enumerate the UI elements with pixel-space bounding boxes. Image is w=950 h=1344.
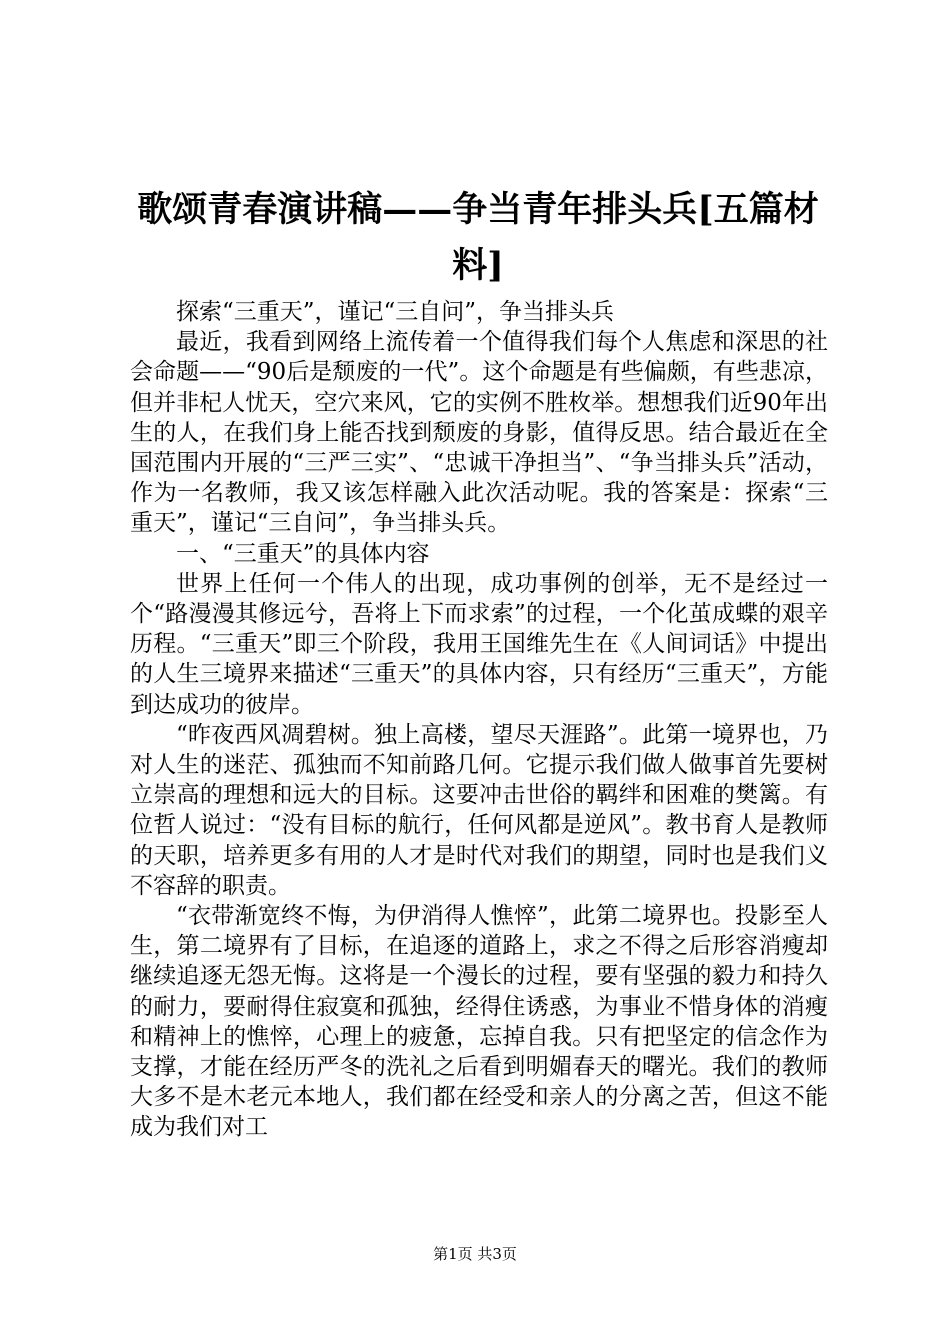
document-body [130,297,828,1143]
document-title: 歌颂青春演讲稿——争当青年排头兵[五篇材料] [137,189,819,286]
page-footer: 第1页 共3页 [433,1245,517,1263]
body-paragraph: 最近，我看到网络上流传着一个值得我们每个人焦虑和深思的社会命题——“90后是颓废的一代”。这个命题是有些偏颇，有些悲凉，但并非杞人忧天，空穴来风，它的实例不胜枚举。想想我们近90年出生的人，在我们身上能否找到颓废的身影，值得反思。结合最近在全国范围内开展的“三严三实”、“忠诚干净担当”、“争当排头兵”活动，作为一名教师，我又该怎样融入此次活动呢。我的答案是：探索“三重天”，谨记“三自问”，争当排头兵。 [130,329,828,537]
body-paragraph: “昨夜西风凋碧树。独上高楼，望尽天涯路”。此第一境界也，乃对人生的迷茫、孤独而不知前路几何。它提示我们做人做事首先要树立崇高的理想和远大的目标。这要冲击世俗的羁绊和困难的樊篱。有位哲人说过：“没有目标的航行，任何风都是逆风”。教书育人是教师的天职，培养更多有用的人才是时代对我们的期望，同时也是我们义不容辞的职责。 [130,721,828,899]
section-heading: 一、“三重天”的具体内容 [176,540,430,567]
body-paragraph: “衣带渐宽终不悔，为伊消得人憔悴”，此第二境界也。投影至人生，第二境界有了目标，在追逐的道路上，求之不得之后形容消瘦却继续追逐无怨无悔。这将是一个漫长的过程，要有坚强的毅力和持久的耐力，要耐得住寂寞和孤独，经得住诱惑，为事业不惜身体的消瘦和精神上的憔悴，心理上的疲惫，忘掉自我。只有把坚定的信念作为支撑，才能在经历严冬的洗礼之后看到明媚春天的曙光。我们的教师大多不是木老元本地人，我们都在经受和亲人的分离之苦，但这不能成为我们对工 [130,903,828,1141]
subtitle-paragraph: 探索“三重天”，谨记“三自问”，争当排头兵 [176,299,615,325]
body-paragraph: 世界上任何一个伟人的出现，成功事例的创举，无不是经过一个“路漫漫其修远兮，吾将上下而求索”的过程，一个化茧成蝶的艰辛历程。“三重天”即三个阶段，我用王国维先生在《人间词话》中提出的人生三境界来描述“三重天”的具体内容，只有经历“三重天”，方能到达成功的彼岸。 [130,570,828,718]
